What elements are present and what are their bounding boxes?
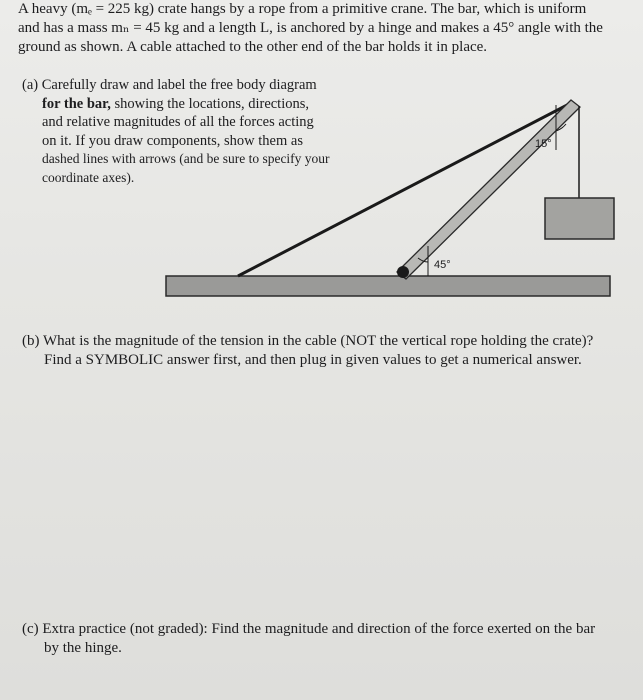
part-c-question xyxy=(22,620,622,658)
crane-bar xyxy=(397,100,580,279)
angle-label-top: 15° xyxy=(535,138,552,150)
part-b-line-2: Find a SYMBOLIC answer first, and then plug in given values to get a numerical answer. xyxy=(44,352,582,368)
intro-line-3: ground as shown. A cable attached to the other end of the bar holds it in place. xyxy=(18,39,488,55)
part-a-line-2-rest: showing the locations, directions, xyxy=(110,95,310,112)
part-c-line-1: (c) Extra practice (not graded): Find the magnitude and direction of the force exerted on the bar xyxy=(22,621,596,637)
part-c-line-2: by the hinge. xyxy=(44,640,122,656)
part-a-bold-phrase: for the bar, xyxy=(42,95,111,112)
part-b-line-1: (b) What is the magnitude of the tension in the cable (NOT the vertical rope holding the crate)? xyxy=(22,333,594,349)
intro-line-2: and has a mass mₙ = 45 kg and a length L, is anchored by a hinge and makes a 45° angle with the xyxy=(18,20,603,36)
part-a-line-6: coordinate axes). xyxy=(42,169,135,185)
ground-bar xyxy=(166,276,610,296)
support-cable xyxy=(238,103,571,276)
intro-line-1: A heavy (mₑ = 225 kg) crate hangs by a rope from a primitive crane. The bar, which is uniform xyxy=(18,1,587,17)
crate xyxy=(545,198,614,239)
part-a-line-3: and relative magnitudes of all the forces acting xyxy=(42,114,314,130)
hinge xyxy=(397,266,409,278)
part-a-line-1: (a) Carefully draw and label the free body diagram xyxy=(22,77,317,93)
part-a-line-4: on it. If you draw components, show them as xyxy=(42,132,303,149)
part-a-line-5: dashed lines with arrows (and be sure to specify your xyxy=(42,151,330,166)
angle-label-bottom: 45° xyxy=(434,259,451,271)
part-b-question xyxy=(22,332,622,370)
